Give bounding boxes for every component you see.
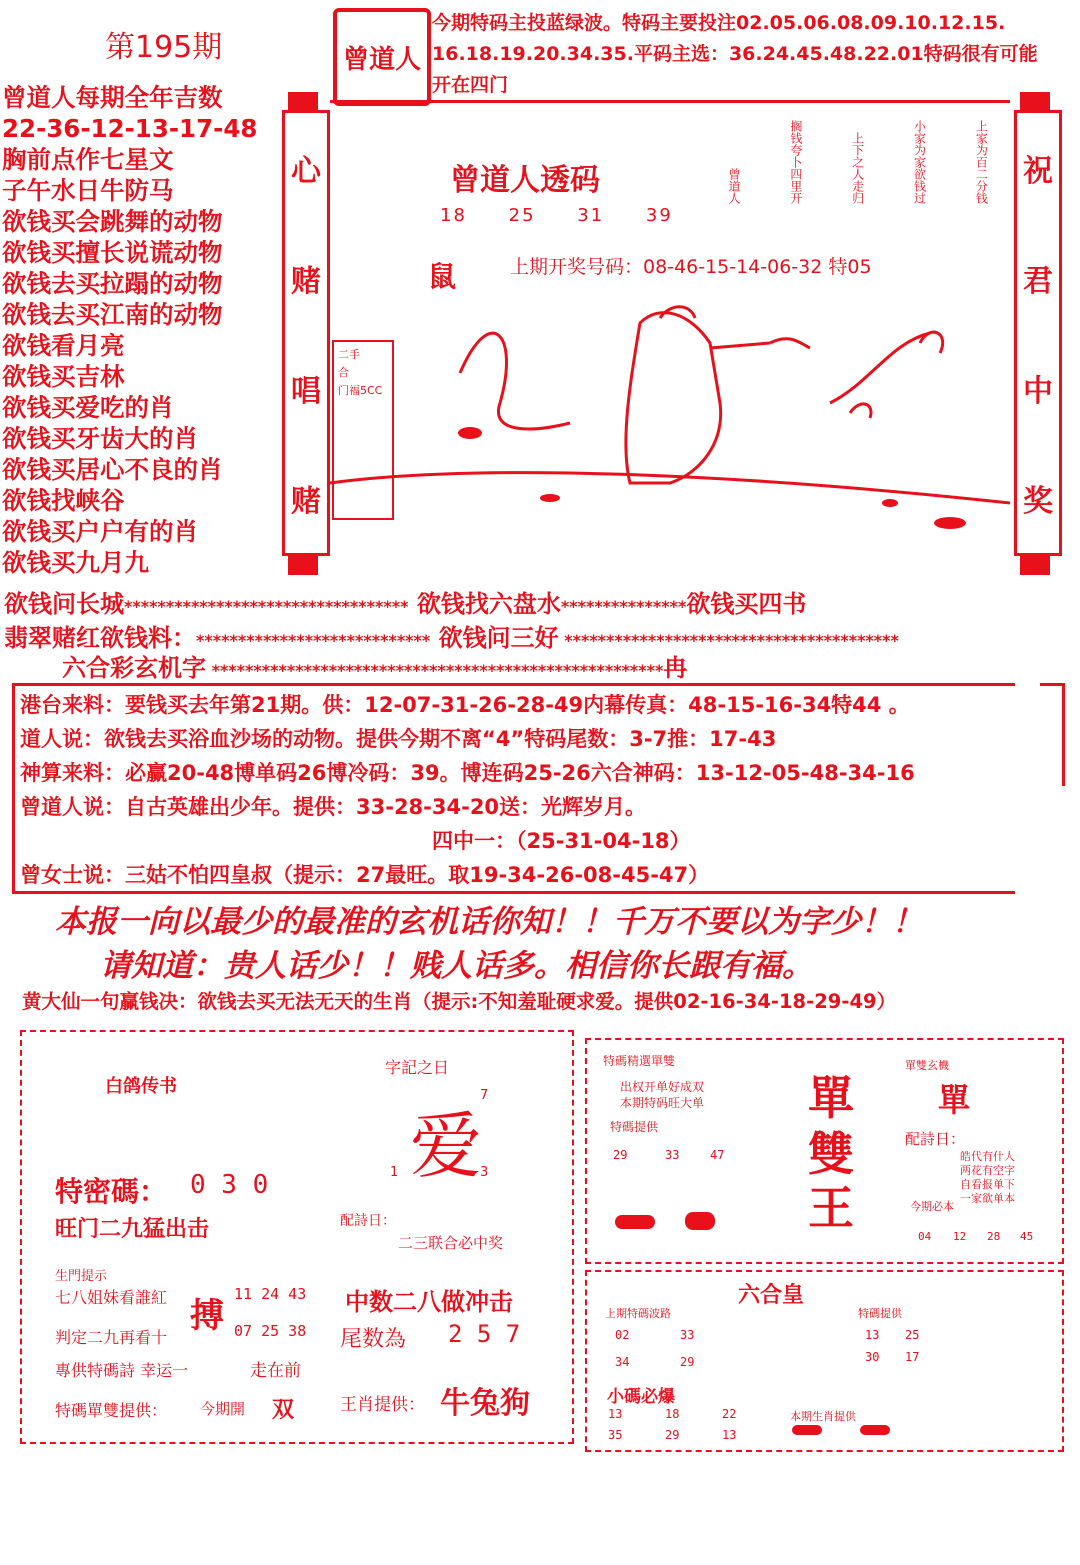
clue-line: 欲钱买居心不良的肖: [2, 455, 223, 484]
poem-line: 皓代有什人: [960, 1150, 1015, 1163]
poem-line: 本期特码旺大单: [620, 1096, 705, 1110]
clue-line: 22-36-12-13-17-48: [2, 114, 258, 143]
info-line: 神算来料：必赢20-48博单码26博冷码：39。博连码25-26六合神码：13-12-05-48-34-16: [20, 761, 915, 785]
right-big-char: 單: [938, 1081, 971, 1119]
slogan-1: 本报一向以最少的最准的玄机话你知！！千万不要以为字少！！: [55, 904, 923, 940]
bai-ge-title: 白鸽传书: [105, 1076, 177, 1097]
panel-number: 17: [905, 1350, 920, 1364]
animal-icon: [685, 1212, 715, 1230]
panel-number: 28: [987, 1230, 1001, 1243]
painting-number: 18: [440, 205, 467, 226]
te-ma-label: 特碼提供: [858, 1307, 902, 1320]
sheng-men-label: 生門提示: [55, 1269, 108, 1284]
scroll-cap: [1020, 92, 1050, 112]
info-line: 曾女士说：三姑不怕四皇叔（提示：27最旺。取19-34-26-08-45-47）: [20, 863, 710, 887]
vertical-line: 上下之人走归: [850, 132, 865, 204]
painting-side-box: [332, 340, 394, 520]
dan-shuang-title: 特碼精選單雙: [603, 1054, 676, 1068]
star-text: 欲钱找六盘水: [416, 590, 561, 618]
painting-number: 25: [508, 205, 536, 226]
info-line: 港台来料：要钱买去年第21期。供：12-07-31-26-28-49内幕传真：48-15-16-34特44 。: [20, 693, 910, 717]
painting-number: 39: [645, 205, 673, 226]
panel-liu-he-huang: [585, 1270, 1064, 1452]
scroll-char: 心: [291, 154, 321, 189]
panel-number: 18: [665, 1407, 680, 1421]
wang-xiao-value: 牛兔狗: [440, 1386, 530, 1421]
animal-icon: [615, 1215, 655, 1229]
pei-shi-label: 配詩日：: [340, 1213, 396, 1229]
info-line: 四中一：（25-31-04-18）: [432, 829, 691, 853]
animal-icon: [860, 1425, 890, 1435]
last-draw-numbers: 上期开奖号码：08-46-15-14-06-32 特05: [510, 256, 872, 278]
seal-text: 曾道人: [342, 44, 421, 75]
left-clue-column: [2, 82, 277, 578]
clue-line: 欲钱买爱吃的肖: [2, 393, 174, 422]
te-mi-ma-value: 0 3 0: [190, 1170, 269, 1200]
panel-number: 35: [608, 1428, 623, 1442]
xuan-ji-title: 單雙玄機: [905, 1059, 949, 1072]
seal-logo: [333, 8, 431, 106]
scroll-char: 中: [1023, 374, 1053, 409]
star-fill: ****************************: [196, 631, 431, 650]
zou-line: 走在前: [250, 1361, 301, 1381]
star-text: 欲钱买四书: [686, 590, 807, 618]
rat-character: 鼠: [428, 260, 457, 293]
star-fill: ***************: [560, 597, 687, 616]
clue-line: 欲钱买会跳舞的动物: [2, 207, 223, 236]
clue-line: 欲钱看月亮: [2, 331, 125, 360]
clue-line: 欲钱去买江南的动物: [2, 300, 223, 329]
clue-line: 曾道人每期全年吉数: [2, 83, 223, 112]
vertical-poem: [705, 120, 1010, 207]
star-fill: **********************************: [124, 597, 409, 616]
jin-qi-label: 今期必本: [910, 1200, 954, 1213]
number-row: 11 24 43: [234, 1285, 307, 1303]
vertical-line: 搁钱夸卜四里开: [788, 120, 803, 204]
slogan-2: 请知道：贵人话少！！贱人话多。相信你长跟有福。: [100, 948, 813, 984]
panel-number: 29: [665, 1428, 680, 1442]
scroll-cap: [288, 555, 318, 575]
corner-digit: 3: [480, 1165, 489, 1180]
issue-number: 第195期: [105, 30, 223, 65]
star-text: 六合彩玄机字: [62, 654, 206, 682]
tips-block: [432, 8, 1072, 101]
panel-number: 04: [918, 1230, 932, 1243]
panel-number: 33: [680, 1328, 695, 1342]
box-line: 二手: [338, 348, 360, 361]
scroll-cap: [1020, 555, 1050, 575]
panel-number: 45: [1020, 1230, 1034, 1243]
number-row: 07 25 38: [234, 1322, 307, 1340]
poem-line: 判定二九再看十: [55, 1328, 168, 1347]
panel-number: 13: [865, 1328, 880, 1342]
xiao-ma-label: 小碼必爆: [607, 1387, 675, 1407]
scroll-char: 祝: [1023, 154, 1053, 189]
te-ma-label: 特碼提供: [610, 1120, 659, 1134]
wei-shu-label: 尾数為: [340, 1327, 407, 1352]
animal-icon: [792, 1425, 822, 1435]
star-text: 欲钱问长城: [4, 590, 124, 618]
scroll-char: 赌: [291, 484, 321, 519]
big-char: 單: [808, 1071, 854, 1125]
panel-number: 30: [865, 1350, 880, 1364]
clue-line: 欲钱找峡谷: [2, 486, 125, 515]
panel-number: 47: [710, 1148, 725, 1162]
painting-number: 31: [577, 205, 605, 226]
star-text: 欲钱问三好: [438, 624, 559, 652]
scroll-char: 唱: [291, 374, 321, 409]
panel-number: 22: [722, 1407, 737, 1421]
star-fill: ******************************************************: [206, 661, 664, 680]
scroll-char: 君: [1023, 264, 1053, 299]
te-mi-ma-label: 特密碼：: [55, 1175, 168, 1208]
big-char: 王: [808, 1181, 854, 1235]
tips-line: 16.18.19.20.34.35.平码主选：36.24.45.48.22.01特码很有可能: [432, 43, 1038, 65]
vertical-line: 上家为百二分钱: [974, 120, 989, 204]
zhong-shu-line: 中数二八做冲击: [345, 1288, 513, 1316]
liu-he-huang-title: 六合皇: [738, 1282, 805, 1308]
box-line: 合: [338, 366, 349, 379]
corner-digit: 1: [390, 1165, 399, 1180]
dan-shuang-mid: 今期開: [200, 1400, 246, 1418]
big-char: 雙: [808, 1127, 854, 1181]
star-text: 冉: [663, 654, 688, 682]
panel-number: 13: [608, 1407, 623, 1421]
bo-lu-title: 上期特碼波路: [605, 1307, 671, 1320]
info-box-corner: [1040, 683, 1065, 786]
tips-line: 开在四门: [432, 74, 509, 96]
info-line: 道人说：欲钱去买浴血沙场的动物。提供今期不离“4”特码尾数：3-7推：17-43: [20, 727, 777, 751]
poem-line: 出权开单好成双: [620, 1080, 705, 1094]
dan-shuang-value: 双: [272, 1397, 295, 1423]
wei-shu-value: 2 5 7: [448, 1320, 521, 1348]
panel-number: 12: [953, 1230, 967, 1243]
sheng-xiao-label: 本期生肖提供: [790, 1410, 856, 1423]
panel-number: 29: [680, 1355, 695, 1369]
right-scroll: [1014, 110, 1062, 556]
wang-xiao-label: 王肖提供：: [340, 1395, 425, 1415]
star-line-3: [62, 648, 687, 683]
star-fill: ****************************************: [558, 631, 899, 650]
scroll-char: 赌: [291, 264, 321, 299]
panel-number: 02: [615, 1328, 630, 1342]
panel-number: 29: [613, 1148, 628, 1162]
box-line: 门福5CC: [338, 384, 383, 397]
poem-line: 两花有空字: [960, 1164, 1015, 1177]
panel-number: 33: [665, 1148, 680, 1162]
huang-daxian-line: 黄大仙一句赢钱决：欲钱去买无法无天的生肖（提示:不知羞耻硬求爱。提供02-16-34-18-29-49）: [22, 990, 897, 1013]
painting-numbers: [440, 205, 707, 226]
pei-shi-label: 配詩日：: [905, 1130, 966, 1148]
poem-line: 自看报单下: [960, 1178, 1015, 1191]
clue-line: 欲钱买擅长说谎动物: [2, 238, 223, 267]
poem-line: 七八姐妹看誰紅: [55, 1288, 168, 1307]
clue-line: 欲钱买户户有的肖: [2, 517, 198, 546]
ai-character: 爱: [410, 1104, 483, 1188]
corner-digit: 7: [480, 1088, 489, 1103]
vertical-line: 曾道人: [727, 168, 741, 204]
zi-ji-title: 字記之日: [385, 1058, 450, 1077]
lian-he-line: 二三联合必中奖: [398, 1234, 504, 1252]
tips-line: 今期特码主投蓝绿波。特码主要投注02.05.06.08.09.10.12.15.: [432, 12, 1006, 34]
dan-shuang-label: 特碼單雙提供：: [55, 1401, 168, 1420]
clue-line: 欲钱买牙齿大的肖: [2, 424, 198, 453]
clue-line: 子午水日牛防马: [2, 176, 174, 205]
clue-line: 胸前点作七星文: [2, 145, 174, 174]
clue-line: 欲钱买吉林: [2, 362, 125, 391]
star-line-1: [4, 584, 806, 619]
panel-number: 25: [905, 1328, 920, 1342]
scroll-char: 奖: [1023, 484, 1053, 519]
vertical-line: 小家为家欲钱过: [912, 120, 927, 204]
left-scroll: [282, 110, 330, 556]
poem-line: 專供特碼詩 幸运一: [55, 1361, 189, 1380]
wang-men-line: 旺门二九猛出击: [55, 1216, 210, 1242]
panel-number: 13: [722, 1428, 737, 1442]
star-text: 翡翠赌红欲钱料：: [4, 624, 196, 652]
scroll-cap: [288, 92, 318, 112]
clue-line: 欲钱去买拉蹋的动物: [2, 269, 223, 298]
panel-number: 34: [615, 1355, 630, 1369]
info-line: 曾道人说：自古英雄出少年。提供：33-28-34-20送：光辉岁月。: [20, 795, 647, 819]
clue-line: 欲钱买九月九: [2, 548, 149, 577]
poem-line: 一家欲单本: [960, 1192, 1015, 1205]
painting-title: 曾道人透码: [450, 163, 600, 198]
bo-character: 搏: [190, 1296, 224, 1336]
